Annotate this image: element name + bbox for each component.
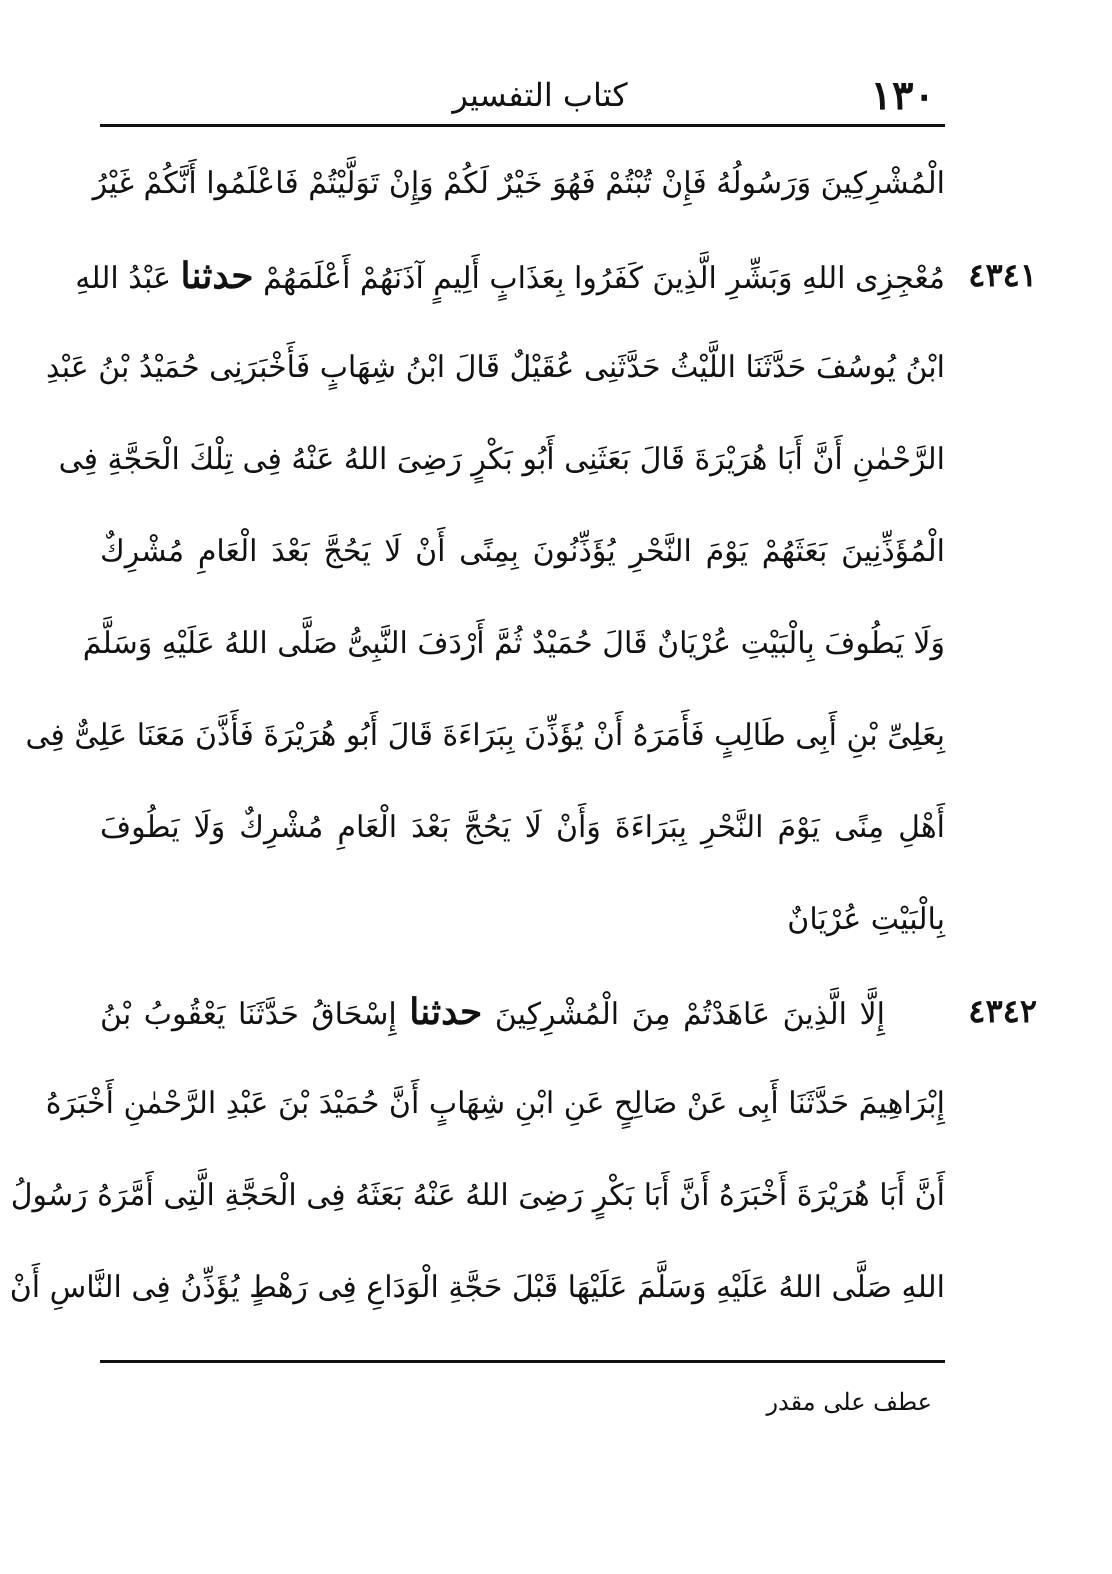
text-line xyxy=(100,774,945,866)
line-segment: عَبْدُ اللهِ xyxy=(75,261,171,296)
text-line xyxy=(45,1050,945,1142)
line-text xyxy=(45,346,945,390)
line-segment: وَلَا يَطُوفَ بِالْبَيْتِ عُرْيَانٌ قَالَ حُمَيْدٌ ثُمَّ أَرْدَفَ النَّبِىُّ صَلَّى اللهُ عَلَيْهِ وَسَلَّمَ xyxy=(82,626,945,661)
line-segment: اللهِ صَلَّى اللهُ عَلَيْهِ وَسَلَّمَ عَلَيْهَا قَبْلَ حَجَّةِ الْوَدَاعِ فِى رَهْطٍ يُؤَذِّنُ فِى النَّاسِ أَنْ xyxy=(9,1270,945,1305)
line-text xyxy=(10,1174,945,1218)
line-text xyxy=(45,1082,945,1126)
line-segment: الْمُؤَذِّنِينَ بَعَثَهُمْ يَوْمَ النَّحْرِ يُؤَذِّنُونَ بِمِنًى أَنْ لَا يَحُجَّ بَعْدَ الْعَامِ مُشْرِكٌ xyxy=(100,534,945,569)
hadith-number: ٤٣٤٢ xyxy=(968,992,1037,1030)
haddathana-keyword: حدثنا xyxy=(180,255,254,297)
line-segment: إِسْحَاقُ حَدَّثَنَا يَعْقُوبُ بْنُ xyxy=(100,997,397,1032)
text-line xyxy=(75,222,1037,314)
line-segment: بِعَلِىِّ بْنِ أَبِى طَالِبٍ فَأَمَرَهُ أَنْ يُؤَذِّنَ بِبَرَاءَةَ قَالَ أَبُو هُرَيْرَةَ فَأَذَّنَ مَعَنَا عَلِىٌّ فِى xyxy=(25,718,945,753)
line-segment: الْمُشْرِكِينَ وَرَسُولُهُ فَإِنْ تُبْتُمْ فَهُوَ خَيْرٌ لَكُمْ وَإِنْ تَوَلَّيْتُمْ فَاعْلَمُوا أَنَّكُمْ غَيْرُ xyxy=(92,166,945,201)
haddathana-keyword: حدثنا xyxy=(409,991,483,1033)
text-line xyxy=(100,498,945,590)
footnote: عطف على مقدر xyxy=(766,1388,932,1416)
text-line xyxy=(100,866,945,958)
line-segment: بِالْبَيْتِ عُرْيَانٌ xyxy=(787,902,945,937)
page-header xyxy=(100,62,945,122)
main-text xyxy=(9,130,1037,1326)
line-text xyxy=(25,714,945,758)
text-line xyxy=(45,314,945,406)
line-text xyxy=(100,530,945,574)
hadith-number: ٤٣٤١ xyxy=(968,256,1037,294)
line-text xyxy=(75,254,945,301)
line-segment: إِلَّا الَّذِينَ عَاهَدْتُمْ مِنَ الْمُشْرِكِينَ xyxy=(494,997,886,1032)
text-line xyxy=(100,958,1037,1050)
page-number: ١٣٠ xyxy=(870,72,935,119)
text-line xyxy=(58,406,945,498)
line-text xyxy=(100,990,945,1037)
line-segment: الرَّحْمٰنِ أَنَّ أَبَا هُرَيْرَةَ قَالَ بَعَثَنِى أَبُو بَكْرٍ رَضِىَ اللهُ عَنْهُ فِى تِلْكَ الْحَجَّةِ فِى xyxy=(58,442,945,477)
text-line xyxy=(25,682,945,774)
text-line xyxy=(10,1142,945,1234)
footnote-divider xyxy=(100,1360,945,1363)
text-line xyxy=(92,130,945,222)
text-line xyxy=(9,1234,945,1326)
header-divider xyxy=(100,124,945,127)
line-text xyxy=(58,438,945,482)
line-text xyxy=(100,806,945,850)
line-text xyxy=(100,898,945,942)
line-segment: أَنَّ أَبَا هُرَيْرَةَ أَخْبَرَهُ أَنَّ أَبَا بَكْرٍ رَضِىَ اللهُ عَنْهُ بَعَثَهُ فِى الْحَجَّةِ الَّتِى أَمَّرَهُ رَسُولُ xyxy=(10,1178,945,1213)
line-text xyxy=(9,1266,945,1310)
line-segment: مُعْجِزِى اللهِ وَبَشِّرِ الَّذِينَ كَفَرُوا بِعَذَابٍ أَلِيمٍ آذَنَهُمْ أَعْلَمَهُمْ xyxy=(263,261,945,296)
text-line xyxy=(82,590,945,682)
line-text xyxy=(82,622,945,666)
line-text xyxy=(92,162,945,206)
line-segment: إِبْرَاهِيمَ حَدَّثَنَا أَبِى عَنْ صَالِحٍ عَنِ ابْنِ شِهَابٍ أَنَّ حُمَيْدَ بْنَ عَبْدِ الرَّحْمٰنِ أَخْبَرَهُ xyxy=(45,1086,945,1121)
book-title: كتاب التفسير xyxy=(452,76,628,114)
line-segment: ابْنُ يُوسُفَ حَدَّثَنَا اللَّيْثُ حَدَّثَنِى عُقَيْلٌ قَالَ ابْنُ شِهَابٍ فَأَخْبَرَنِى حُمَيْدُ بْنُ عَبْدِ xyxy=(45,350,945,385)
line-segment: أَهْلِ مِنًى يَوْمَ النَّحْرِ بِبَرَاءَةَ وَأَنْ لَا يَحُجَّ بَعْدَ الْعَامِ مُشْرِكٌ وَلَا يَطُوفَ xyxy=(100,810,945,845)
